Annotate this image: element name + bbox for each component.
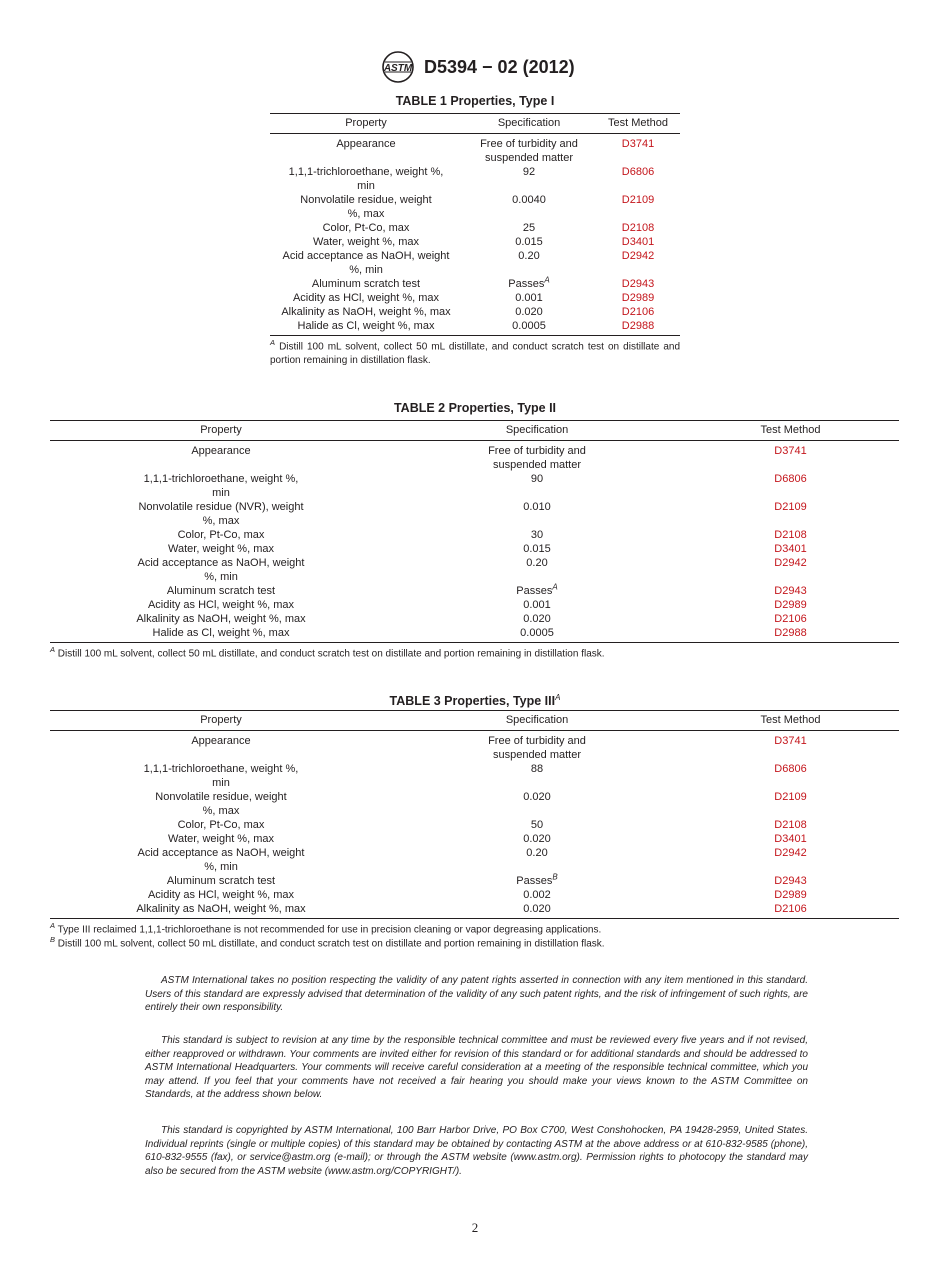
test-method-link[interactable]: D2109 [774, 791, 807, 803]
test-method-cell [682, 472, 899, 500]
table-row [50, 832, 899, 846]
test-method-link[interactable]: D2108 [774, 529, 807, 541]
test-method-cell [596, 291, 680, 305]
table-row [50, 542, 899, 556]
table3-footnote-b: $^B$ Distill 100 mL solvent, collect 50 mL distillate, and conduct scratch test on distillate and portion remaining in distillation flask. [50, 935, 605, 950]
property-cell: Halide as Cl, weight %, max [270, 319, 462, 336]
property-cell: Aluminum scratch test [166, 875, 276, 887]
property-cell: Alkalinity as NaOH, weight %, max [281, 306, 451, 318]
test-method-cell [596, 319, 680, 336]
table-row [50, 556, 899, 584]
astm-logo-icon [379, 50, 417, 84]
test-method-cell [596, 277, 680, 291]
svg-text:ASTM: ASTM [383, 63, 413, 74]
test-method-cell [682, 556, 899, 584]
table-row [50, 762, 899, 790]
table-row [50, 472, 899, 500]
test-method-cell [596, 134, 680, 166]
property-cell: 1,1,1-trichloroethane, weight %, min [143, 473, 299, 499]
test-method-link[interactable]: D2106 [621, 306, 655, 318]
test-method-cell [682, 888, 899, 902]
test-method-cell [682, 902, 899, 919]
table2-title: TABLE 2 Properties, Type II [393, 401, 557, 415]
test-method-cell [682, 500, 899, 528]
property-cell: Halide as Cl, weight %, max [50, 626, 392, 643]
property-cell: Appearance [336, 138, 396, 150]
table3 [50, 710, 899, 919]
test-method-link[interactable]: D2942 [621, 250, 655, 262]
table-row [270, 235, 680, 249]
revision-notice: This standard is subject to revision at any time by the responsible technical committee and must be reviewed every five years and if not revised, either reapproved or withdrawn. Your comments are invited either for revision of this standard or for additional standards and should be addressed to ASTM International Headquarters. Your comments will receive careful consideration at a meeting of the responsible technical committee, which you may attend. If you feel that your comments have not received a fair hearing you should make your views known to the ASTM Committee on Standards, at the address shown below. [145, 1035, 808, 1101]
test-method-link[interactable]: D3401 [774, 833, 807, 845]
footnote-marker: A [544, 275, 550, 285]
table-row [270, 319, 680, 336]
test-method-cell [596, 221, 680, 235]
property-cell: Alkalinity as NaOH, weight %, max [136, 613, 306, 625]
table-row [50, 612, 899, 626]
test-method-cell [682, 542, 899, 556]
specification-cell: 0.20 [526, 847, 548, 859]
property-cell: Water, weight %, max [313, 236, 419, 248]
table-row [270, 221, 680, 235]
property-cell: Water, weight %, max [168, 833, 274, 845]
test-method-link[interactable]: D2943 [774, 875, 807, 887]
test-method-link[interactable]: D3401 [774, 543, 807, 555]
table-row [50, 626, 899, 643]
test-method-link[interactable]: D2106 [774, 903, 807, 915]
specification-cell: 0.020 [515, 306, 543, 318]
test-method-cell [682, 846, 899, 874]
patent-notice: ASTM International takes no position respecting the validity of any patent rights asserted in connection with any item mentioned in this standard. Users of this standard are expressly advised that determination of the validity of any such patent rights, and the risk of infringement of such rights, are entirely their own responsibility. [145, 975, 808, 1014]
table-row [50, 598, 899, 612]
table1-footnote-a: $^A$ Distill 100 mL solvent, collect 50 mL distillate, and conduct scratch test on distillate and portion remaining in distillation flask. [270, 338, 681, 367]
specification-cell: 90 [530, 473, 544, 485]
table1 [270, 113, 680, 336]
property-cell: Color, Pt-Co, max [177, 529, 265, 541]
test-method-cell [682, 790, 899, 818]
specification-cell: 0.020 [523, 791, 551, 803]
test-method-cell [596, 165, 680, 193]
test-method-link[interactable]: D6806 [621, 166, 655, 178]
specification-cell: Free of turbidity and suspended matter [488, 445, 586, 471]
specification-cell: Passes$^A$ [508, 275, 550, 290]
property-cell: Acid acceptance as NaOH, weight %, min [137, 557, 305, 583]
table-row [270, 277, 680, 291]
specification-cell: Free of turbidity and suspended matter [488, 735, 586, 761]
test-method-link[interactable]: D2109 [621, 194, 655, 206]
test-method-link[interactable]: D2989 [621, 292, 655, 304]
test-method-link[interactable]: D2988 [774, 627, 807, 639]
test-method-link[interactable]: D2108 [621, 222, 655, 234]
table-row [270, 305, 680, 319]
test-method-cell [682, 762, 899, 790]
test-method-cell [682, 818, 899, 832]
test-method-cell [596, 249, 680, 277]
table-row [50, 846, 899, 874]
property-cell: Aluminum scratch test [311, 278, 421, 290]
test-method-cell [682, 612, 899, 626]
column-header-specification: Specification [462, 114, 596, 134]
column-header-property: Property [270, 114, 462, 134]
test-method-link[interactable]: D3741 [774, 445, 807, 457]
specification-cell: 0.20 [518, 250, 540, 262]
column-header-test-method: Test Method [596, 114, 680, 134]
copyright-notice: This standard is copyrighted by ASTM International, 100 Barr Harbor Drive, PO Box C700, West Conshohocken, PA 19428-2959, United States. Individual reprints (single or multiple copies) of this standard may be obtained by contacting ASTM at the above address or at 610-832-9585 (phone), 610-832-9555 (fax), or service@astm.org (e-mail); or through the ASTM website (www.astm.org). Permission rights to photocopy the standard may also be secured from the ASTM website (www.astm.org/COPYRIGHT/). [145, 1125, 808, 1177]
test-method-cell [682, 731, 899, 763]
test-method-link[interactable]: D6806 [774, 473, 807, 485]
property-cell: Nonvolatile residue (NVR), weight %, max [138, 501, 304, 527]
page-header [0, 50, 950, 84]
property-cell: Acid acceptance as NaOH, weight %, min [282, 250, 450, 276]
specification-cell: 0.010 [523, 501, 551, 513]
table-row [50, 790, 899, 818]
property-cell: Appearance [191, 445, 251, 457]
column-header-test-method: Test Method [682, 711, 899, 731]
footnote-marker: B [552, 872, 558, 882]
specification-cell: 0.001 [523, 599, 551, 611]
test-method-link[interactable]: D3741 [774, 735, 807, 747]
property-cell: Acidity as HCl, weight %, max [292, 292, 440, 304]
table-row [270, 134, 680, 166]
property-cell: Color, Pt-Co, max [177, 819, 265, 831]
table-row [50, 584, 899, 598]
test-method-cell [682, 832, 899, 846]
table-row [270, 165, 680, 193]
property-cell: Alkalinity as NaOH, weight %, max [50, 902, 392, 919]
table-row [50, 874, 899, 888]
test-method-link[interactable]: D6806 [774, 763, 807, 775]
specification-cell: 0.0005 [462, 319, 596, 336]
test-method-link[interactable]: D2942 [774, 847, 807, 859]
test-method-link[interactable]: D2989 [774, 599, 807, 611]
table2-footnote-a: $^A$ Distill 100 mL solvent, collect 50 mL distillate, and conduct scratch test on distillate and portion remaining in distillation flask. [50, 645, 605, 660]
test-method-link[interactable]: D2943 [774, 585, 807, 597]
table-row [50, 888, 899, 902]
test-method-cell [596, 305, 680, 319]
test-method-link[interactable]: D3401 [621, 236, 655, 248]
specification-cell: Free of turbidity and suspended matter [480, 138, 578, 164]
table-row [50, 731, 899, 763]
column-header-property: Property [50, 711, 392, 731]
specification-cell: 0.0040 [512, 194, 546, 206]
specification-cell: 0.020 [523, 833, 551, 845]
property-cell: Water, weight %, max [168, 543, 274, 555]
column-header-test-method: Test Method [682, 421, 899, 441]
table3-footnote-a: $^A$ Type III reclaimed 1,1,1-trichloroethane is not recommended for use in precision cleaning or vapor degreasing applications. [50, 921, 602, 936]
test-method-link[interactable]: D2108 [774, 819, 807, 831]
property-cell: Aluminum scratch test [166, 585, 276, 597]
test-method-cell [682, 441, 899, 473]
specification-cell: 30 [530, 529, 544, 541]
table2 [50, 420, 899, 643]
specification-cell: 0.020 [392, 902, 682, 919]
column-header-specification: Specification [392, 711, 682, 731]
specification-cell: 0.0005 [392, 626, 682, 643]
property-cell: Color, Pt-Co, max [322, 222, 410, 234]
specification-cell: 0.20 [526, 557, 548, 569]
test-method-link[interactable]: D2989 [774, 889, 807, 901]
test-method-cell [682, 584, 899, 598]
property-cell: Acid acceptance as NaOH, weight %, min [137, 847, 305, 873]
test-method-link[interactable]: D2109 [774, 501, 807, 513]
property-cell: Acidity as HCl, weight %, max [147, 599, 295, 611]
specification-cell: 50 [530, 819, 544, 831]
column-header-specification: Specification [392, 421, 682, 441]
test-method-link[interactable]: D2106 [774, 613, 807, 625]
specification-cell: 0.020 [523, 613, 551, 625]
test-method-cell [596, 193, 680, 221]
property-cell: 1,1,1-trichloroethane, weight %, min [143, 763, 299, 789]
test-method-cell [682, 874, 899, 888]
table-row [50, 500, 899, 528]
table-row [50, 902, 899, 919]
test-method-cell [682, 626, 899, 643]
column-header-property: Property [50, 421, 392, 441]
property-cell: 1,1,1-trichloroethane, weight %, min [288, 166, 444, 192]
table-row [270, 193, 680, 221]
specification-cell: 0.002 [523, 889, 551, 901]
specification-cell: Passes$^A$ [516, 582, 558, 597]
specification-cell: 92 [522, 166, 536, 178]
specification-cell: 0.015 [523, 543, 551, 555]
page-number: 2 [471, 1220, 479, 1235]
test-method-cell [596, 235, 680, 249]
table-row [270, 291, 680, 305]
table3-title: TABLE 3 Properties, Type $III^A$ [389, 693, 561, 709]
document-designation: D5394 − 02 (2012) [424, 57, 575, 77]
property-cell: Nonvolatile residue, weight %, max [300, 194, 432, 220]
test-method-cell [682, 598, 899, 612]
table-row [270, 249, 680, 277]
test-method-link[interactable]: D2943 [621, 278, 655, 290]
test-method-link[interactable]: D2942 [774, 557, 807, 569]
property-cell: Appearance [191, 735, 251, 747]
table-row [50, 818, 899, 832]
test-method-link[interactable]: D3741 [621, 138, 655, 150]
test-method-cell [682, 528, 899, 542]
table-row [50, 441, 899, 473]
specification-cell: 0.001 [515, 292, 543, 304]
specification-cell: 25 [522, 222, 536, 234]
specification-cell: 0.015 [515, 236, 543, 248]
table1-title: TABLE 1 Properties, Type I [395, 94, 555, 108]
footnote-marker: A [552, 582, 558, 592]
specification-cell: 88 [530, 763, 544, 775]
test-method-link[interactable]: D2988 [621, 320, 655, 332]
specification-cell: Passes$^B$ [516, 872, 558, 887]
property-cell: Nonvolatile residue, weight %, max [155, 791, 287, 817]
table-row [50, 528, 899, 542]
property-cell: Acidity as HCl, weight %, max [147, 889, 295, 901]
